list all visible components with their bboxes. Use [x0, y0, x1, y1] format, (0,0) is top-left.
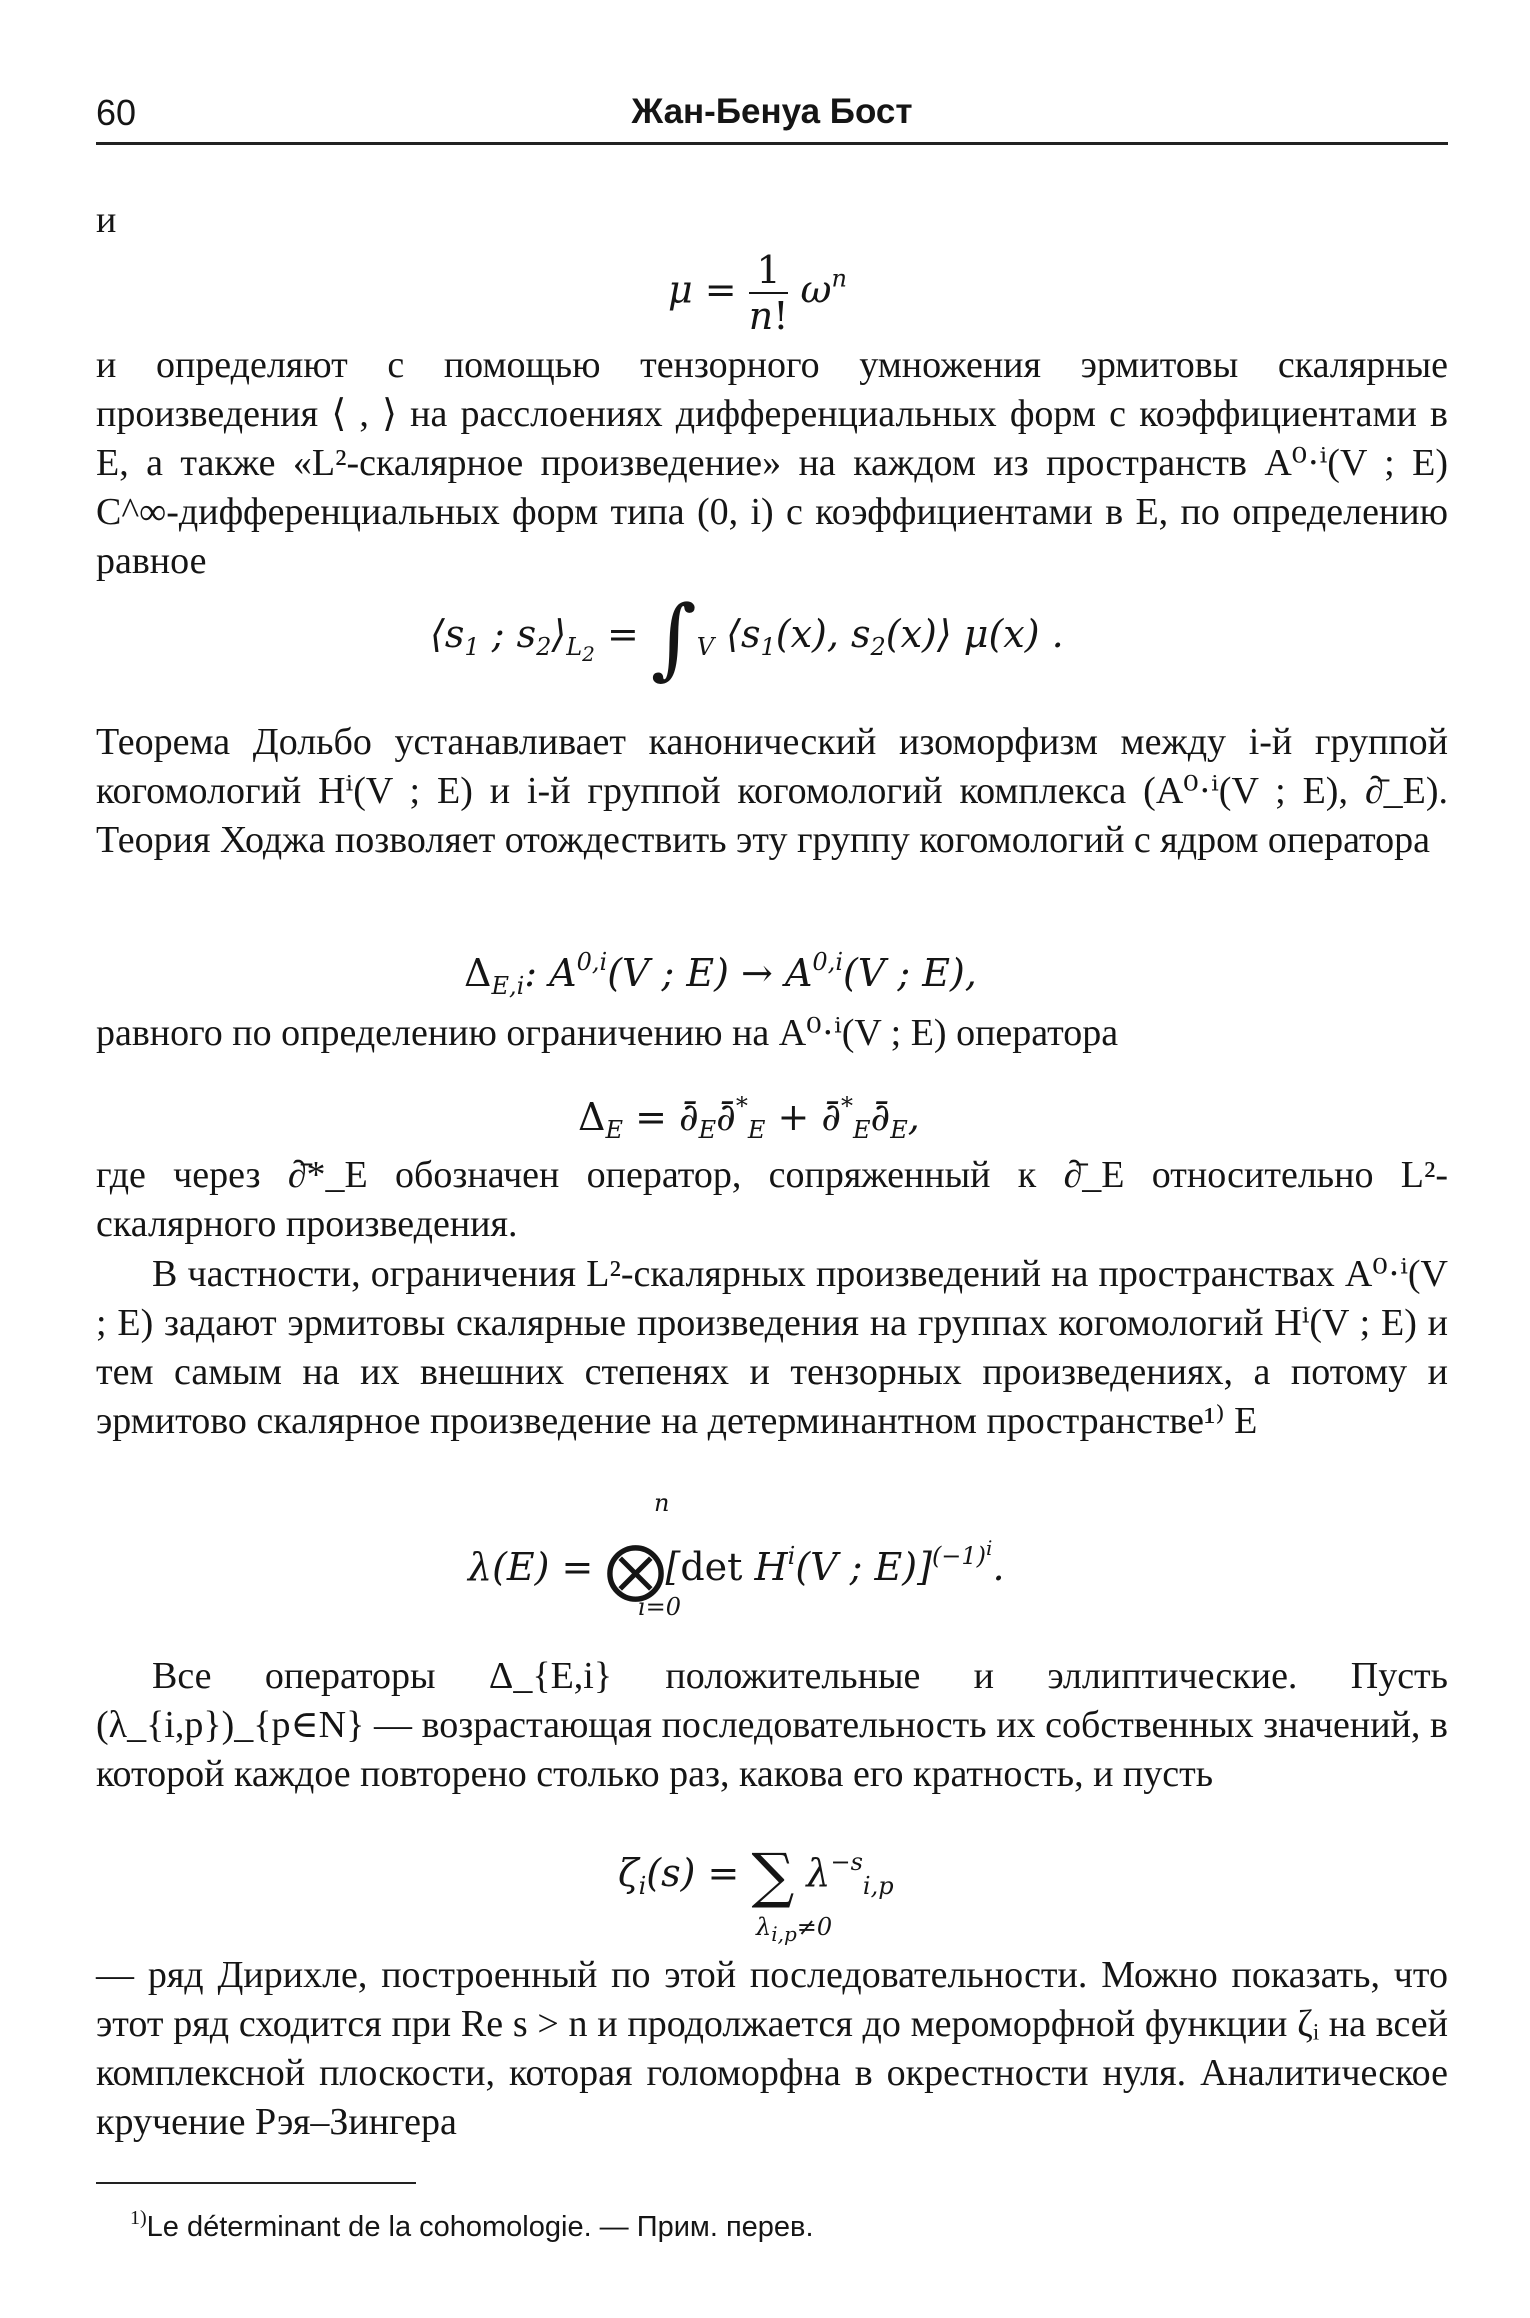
footnote	[130, 2198, 814, 2247]
page-number: 60	[96, 92, 137, 133]
footnote-marker: 1)	[130, 2207, 147, 2229]
paragraph-3: равного по определению ограничению на A⁰·ⁱ(V ; E) оператора	[96, 1012, 1119, 1054]
header-rule	[96, 142, 1448, 145]
paragraph-2: Теорема Дольбо устанавливает канонический изоморфизм между i-й группой когомологий Hⁱ(V ; E) и i-й группой когомологий комплекса (A⁰·ⁱ(V ; E), ∂̄_E). Теория Ходжа позволяет отождествить эту группу когомологий с ядром оператора	[96, 721, 1448, 861]
formula-inner-product: $⟨s_1$ ; $s_2⟩_{L_2} = \int_V$ $⟨s_1(x)$, $s_2(x)⟩$ μ(x) .	[430, 586, 1064, 689]
paragraph-5: В частности, ограничения L²-скалярных произведений на пространствах A⁰·ⁱ(V ; E) задают эрмитовы скалярные произведения на группах когомологий Hⁱ(V ; E) и тем самым на их внешних степенях и тензорных произведениях, а потому и эрмитово скалярное произведение на детерминантном пространстве¹⁾ E	[96, 1253, 1448, 1442]
formula-determinant: λ(E) = ⨂[det $H^i(V$ ; E)]$^{(-1)^i}$.	[468, 1535, 1005, 1605]
formula-laplacian: $\Delta_E$ = $\partial̄_E\partial̄^*_E$ + $\partial̄^*_E\partial̄_E$,	[578, 1092, 920, 1144]
page-header	[96, 92, 1448, 140]
determinant-lower-limit: i=0	[638, 1593, 682, 1621]
paragraph-6: Все операторы Δ_{E,i} положительные и эллиптические. Пусть (λ_{i,p})_{p∈N} — возрастающая последовательность их собственных значений, в которой каждое повторено столько раз, какова его кратность, и пусть	[96, 1655, 1448, 1795]
running-title: Жан-Бенуа Бост	[631, 92, 913, 131]
zeta-sum-index: $\lambda_{i,p}\ne 0$	[756, 1913, 833, 1946]
paragraph-1: и определяют с помощью тензорного умножения эрмитовы скалярные произведения ⟨ , ⟩ на расслоениях дифференциальных форм с коэффициентами в E, а также «L²-скалярное произведение» на каждом из пространств A⁰·ⁱ(V ; E) C^∞-дифференциальных форм типа (0, i) с коэффициентами в E, по определению равное	[96, 344, 1448, 582]
fraction-one-over-n-factorial: $\frac{1}{n!}$	[748, 248, 789, 338]
formula-zeta: $\zeta_i(s)$ = ∑ $\lambda^{-s}_{i,p}$	[618, 1841, 894, 1911]
text-and: и	[96, 199, 117, 241]
paragraph-4: где через ∂̄*_E обозначен оператор, сопряженный к ∂̄_E относительно L²-скалярного произведения.	[96, 1154, 1448, 1245]
formula-laplacian-map: $\Delta_{E,i}$: A$^{0,i}$(V ; E) → A$^{0,i}$(V ; E),	[464, 948, 977, 1000]
paragraph-7: — ряд Дирихле, построенный по этой последовательности. Можно показать, что этот ряд сходится при Re s > n и продолжается до мероморфной функции ζᵢ на всей комплексной плоскости, которая голоморфна в окрестности нуля. Аналитическое кручение Рэя–Зингера	[96, 1954, 1448, 2143]
formula-mu: μ = $\frac{1}{n!}$ $\omega^n$	[668, 248, 848, 338]
footnote-rule	[96, 2182, 416, 2184]
determinant-upper-limit: n	[654, 1489, 670, 1517]
footnote-text: Le déterminant de la cohomologie. — Прим. перев.	[146, 2211, 814, 2243]
